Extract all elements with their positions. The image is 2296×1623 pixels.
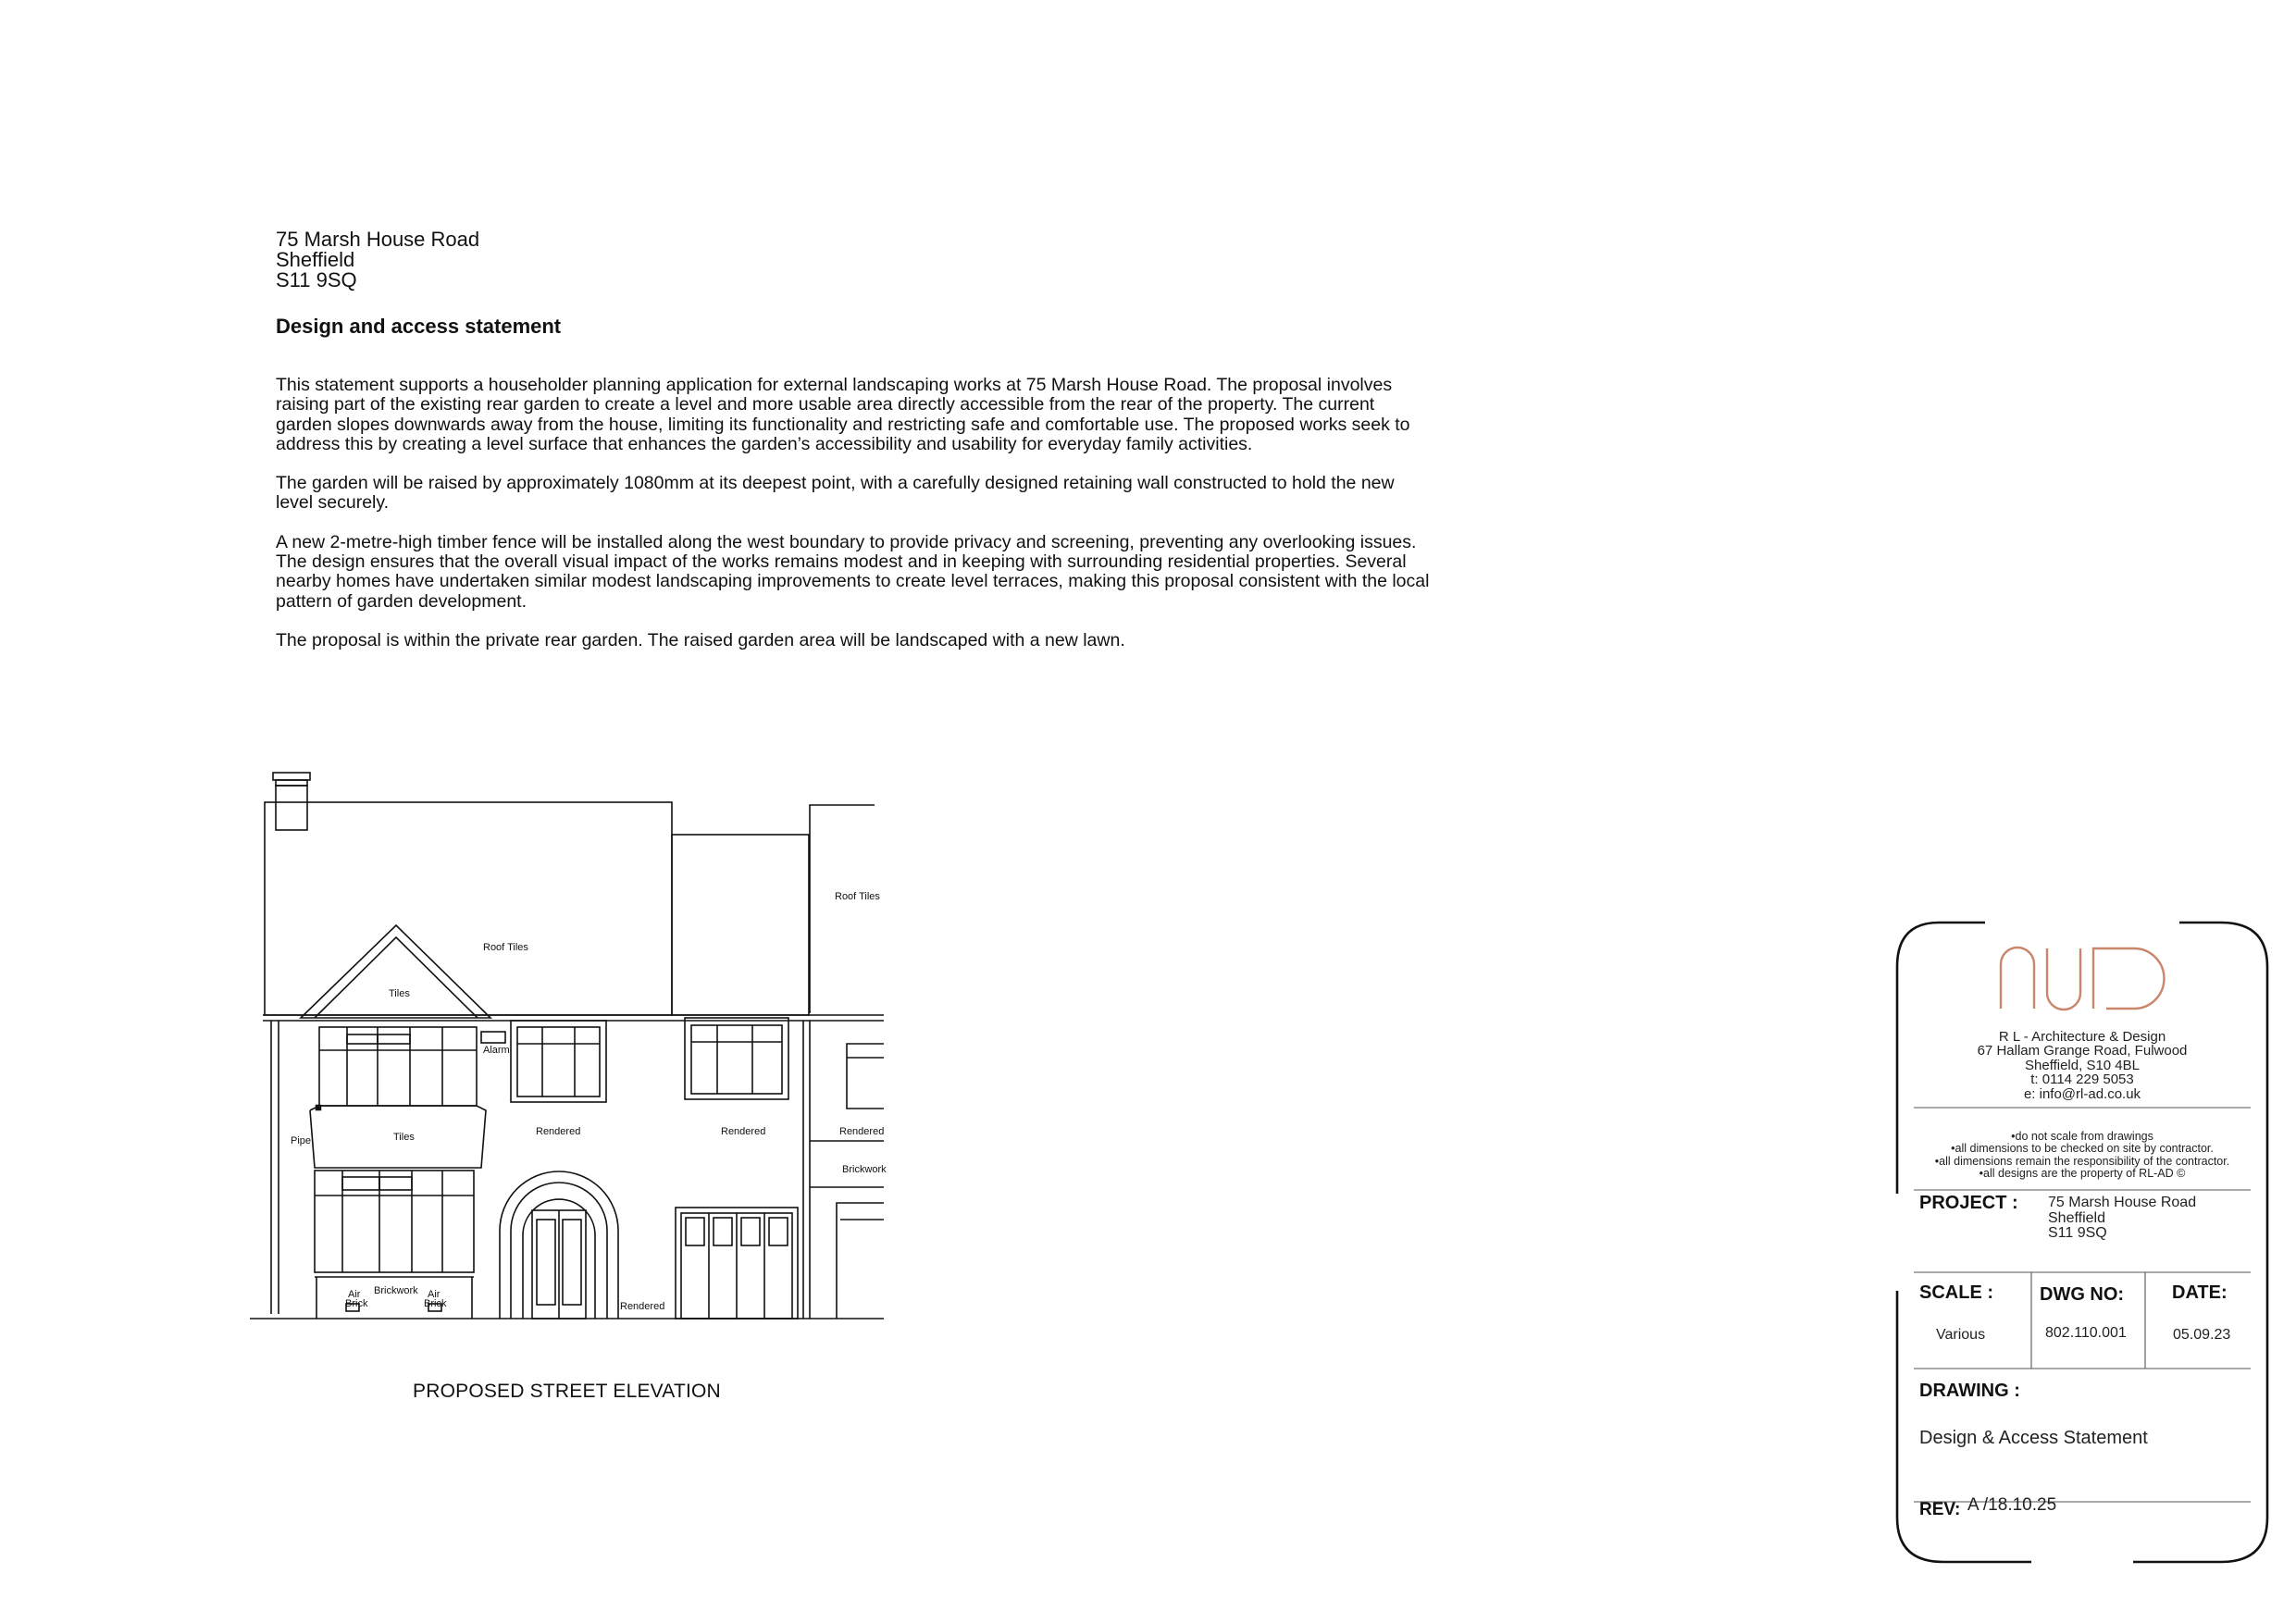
label-alarm: Alarm [483, 1045, 510, 1056]
title-block-frame [1888, 916, 2277, 1573]
drawing-label: DRAWING : [1919, 1381, 2020, 1401]
address-line-3: S11 9SQ [276, 268, 357, 291]
note-3: •all dimensions remain the responsibility of the contractor. [1934, 1154, 2230, 1168]
label-rendered-right: Rendered [839, 1126, 885, 1137]
label-rendered-centre: Rendered [536, 1126, 581, 1137]
label-tiles-gable: Tiles [389, 988, 410, 999]
scale-value: Various [1936, 1327, 1986, 1343]
label-brickwork-plinth: Brickwork [374, 1285, 418, 1296]
address-line-1: 75 Marsh House Road [276, 228, 480, 251]
site-address [276, 229, 479, 291]
label-roof-tiles-right: Roof Tiles [835, 891, 880, 902]
address-line-2: Sheffield [276, 248, 355, 271]
project-line-2: Sheffield [2048, 1209, 2105, 1226]
rev-label: REV: [1919, 1500, 1961, 1519]
rev-value: A /18.10.25 [1967, 1495, 2057, 1515]
paragraph-2: The garden will be raised by approximately 1080mm at its deepest point, with a carefully designed retaining wall constructed to hold the new level securely. [276, 473, 1395, 514]
date-value: 05.09.23 [2173, 1327, 2231, 1343]
firm-name: R L - Architecture & Design [1998, 1029, 2166, 1045]
label-rendered-ground: Rendered [620, 1301, 665, 1312]
firm-street: 67 Hallam Grange Road, Fulwood [1977, 1043, 2188, 1059]
label-tiles-bay: Tiles [393, 1132, 415, 1143]
document-heading: Design and access statement [276, 315, 562, 338]
firm-logo [2001, 948, 2164, 1010]
elevation-caption: PROPOSED STREET ELEVATION [413, 1381, 721, 1402]
statement-body [276, 376, 1433, 670]
firm-city: Sheffield, S10 4BL [2025, 1057, 2140, 1073]
label-air-brick-left-1: Air [348, 1289, 361, 1300]
paragraph-3: A new 2-metre-high timber fence will be installed along the west boundary to provide privacy and screening, preventing any overlooking issues. The design ensures that the overall visual impact of the works remains modest and in keeping with surrounding residential properties. Several nearby homes have undertaken similar modest landscaping improvements to create level terraces, making this proposal consistent with the local pattern of garden development. [276, 531, 1430, 612]
label-brickwork-right: Brickwork [842, 1164, 887, 1175]
drawing-notes [1897, 1131, 2267, 1181]
dwg-no-value: 802.110.001 [2045, 1325, 2127, 1341]
note-4: •all designs are the property of RL-AD © [1979, 1167, 2186, 1181]
paragraph-1: This statement supports a householder planning application for external landscaping works at 75 Marsh House Road. The proposal involves raising part of the existing rear garden to create a level and more usable area directly accessible from the rear of the property. The current garden slopes downwards away from the house, limiting its functionality and restricting safe and comfortable use. The proposed works seek to address this by creating a level surface that enhances the garden’s accessibility and usability for everyday family activities. [276, 375, 1410, 454]
label-roof-tiles-main: Roof Tiles [483, 942, 528, 953]
firm-details [1897, 1030, 2267, 1101]
drawing-title: Design & Access Statement [1919, 1428, 2148, 1448]
date-label: DATE: [2172, 1282, 2228, 1303]
project-label: PROJECT : [1919, 1193, 2018, 1213]
note-1: •do not scale from drawings [2011, 1130, 2153, 1143]
project-line-3: S11 9SQ [2048, 1225, 2107, 1241]
project-address [2048, 1196, 2196, 1242]
firm-phone: t: 0114 229 5053 [2030, 1072, 2134, 1088]
note-2: •all dimensions to be checked on site by contractor. [1951, 1142, 2214, 1156]
dwg-no-label: DWG NO: [2040, 1284, 2125, 1305]
label-air-brick-left-2: Brick [345, 1298, 368, 1309]
paragraph-4: The proposal is within the private rear garden. The raised garden area will be landscaped with a new lawn. [276, 629, 1125, 650]
project-line-1: 75 Marsh House Road [2048, 1195, 2197, 1210]
firm-email: e: info@rl-ad.co.uk [2023, 1085, 2141, 1102]
scale-label: SCALE : [1919, 1282, 1993, 1303]
label-pipe: Pipe [291, 1135, 312, 1146]
street-elevation-drawing [250, 763, 898, 1337]
label-rendered-garage: Rendered [721, 1126, 766, 1137]
label-air-brick-right-2: Brick [424, 1298, 447, 1309]
label-air-brick-right-1: Air [428, 1289, 441, 1300]
